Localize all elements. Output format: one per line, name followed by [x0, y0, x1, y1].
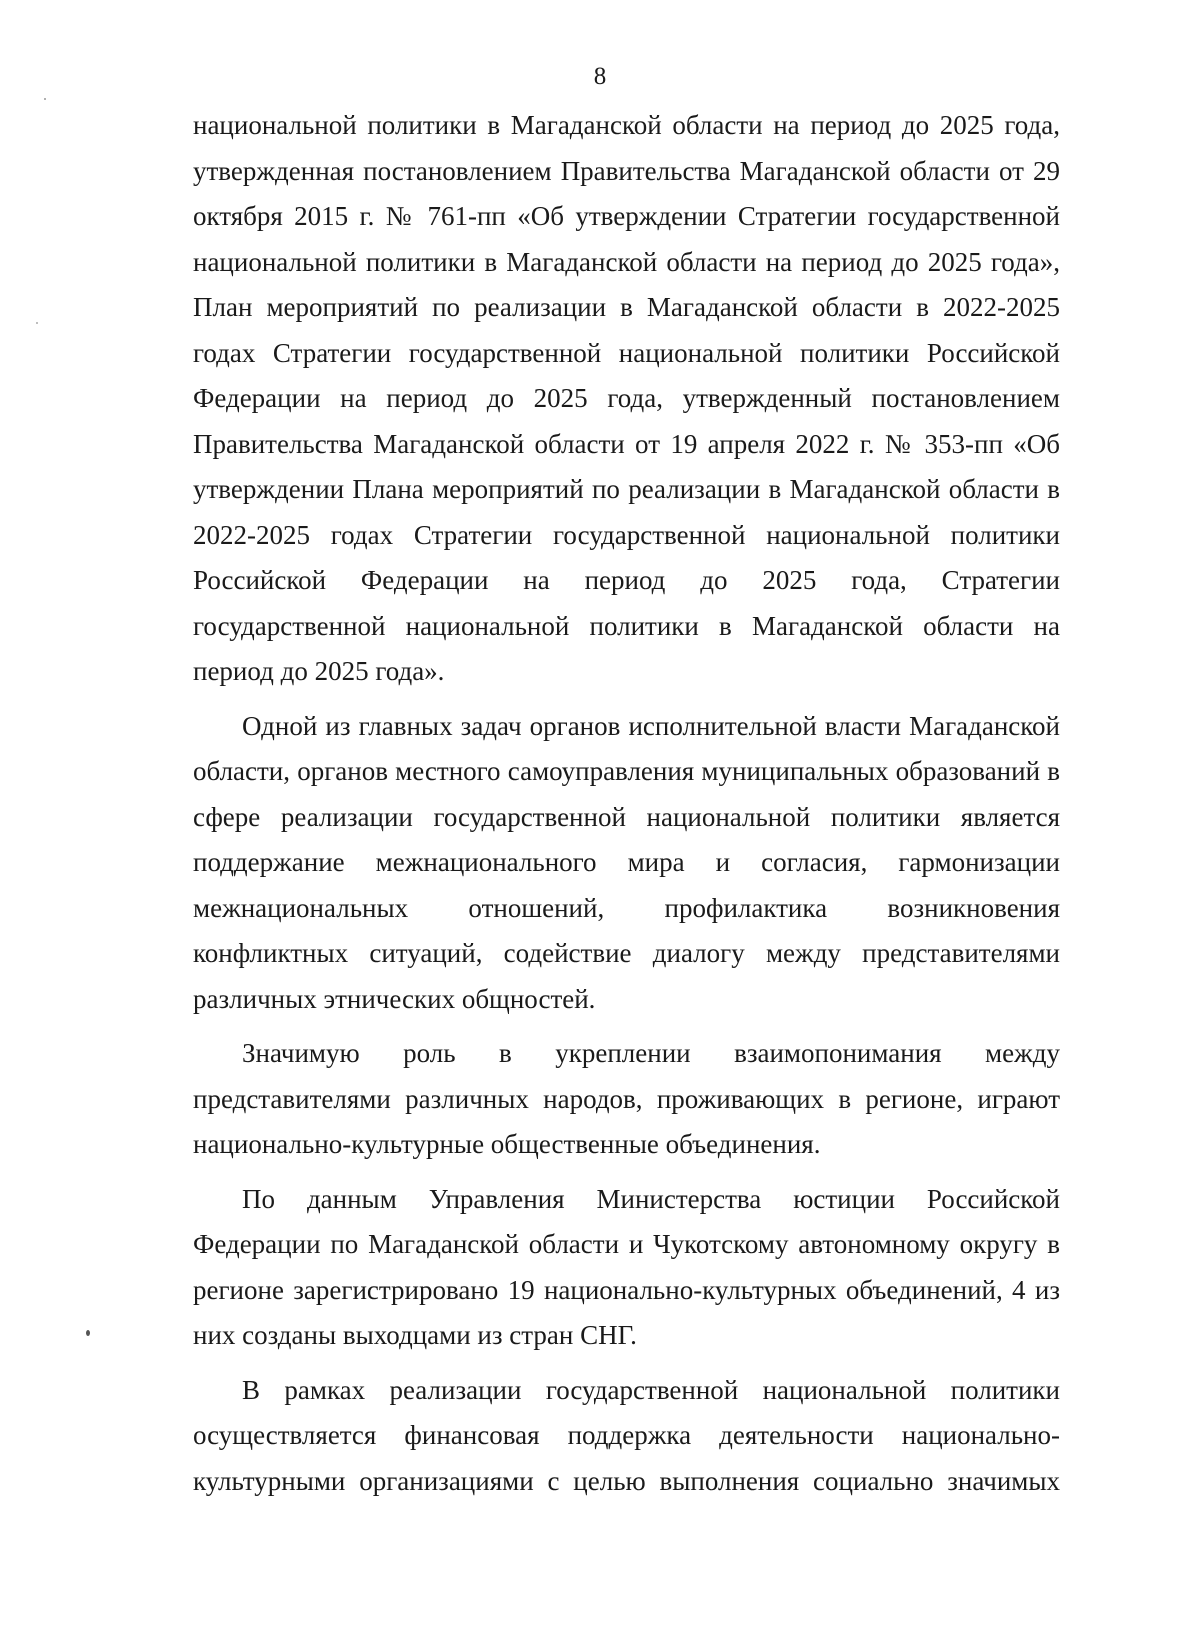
scan-speck	[86, 1330, 90, 1336]
page-number: 8	[593, 63, 607, 90]
paragraph-tasks: Одной из главных задач органов исполнительной власти Магаданской области, органов местного самоуправления муниципальных образований в сфере реализации государственной национальной политики является поддержание межнационального мира и согласия, гармонизации межнациональных отношений, профилактика возникновения конфликтных ситуаций, содействие диалогу между представителями различных этнических общностей.	[193, 710, 1060, 1014]
paragraph-financial-support: В рамках реализации государственной национальной политики осуществляется финансовая поддержка деятельности национально-культурными организациями с целью выполнения социально значимых	[193, 1374, 1060, 1496]
paragraph-continuation: национальной политики в Магаданской области на период до 2025 года, утвержденная постановлением Правительства Магаданской области от 29 октября 2015 г. № 761-пп «Об утверждении Стратегии государственной национальной политики в Магаданской области на период до 2025 года», План мероприятий по реализации в Магаданской области в 2022-2025 годах Стратегии государственной национальной политики Российской Федерации на период до 2025 года, утвержденный постановлением Правительства Магаданской области от 19 апреля 2022 г. № 353-пп «Об утверждении Плана мероприятий по реализации в Магаданской области в 2022-2025 годах Стратегии государственной национальной политики Российской Федерации на период до 2025 года, Стратегии государственной национальной политики в Магаданской области на период до 2025 года».	[193, 110, 1060, 686]
scan-speck	[44, 98, 46, 100]
paragraph-associations-role: Значимую роль в укреплении взаимопонимания между представителями различных народов, проживающих в регионе, играют национально-культурные общественные объединения.	[193, 1038, 1060, 1159]
scan-speck	[36, 322, 38, 324]
paragraph-ministry-data: По данным Управления Министерства юстиции Российской Федерации по Магаданской области и Чукотскому автономному округу в регионе зарегистрировано 19 национально-культурных объединений, 4 из них созданы выходцами из стран СНГ.	[193, 1183, 1060, 1350]
document-body	[193, 103, 1060, 1513]
